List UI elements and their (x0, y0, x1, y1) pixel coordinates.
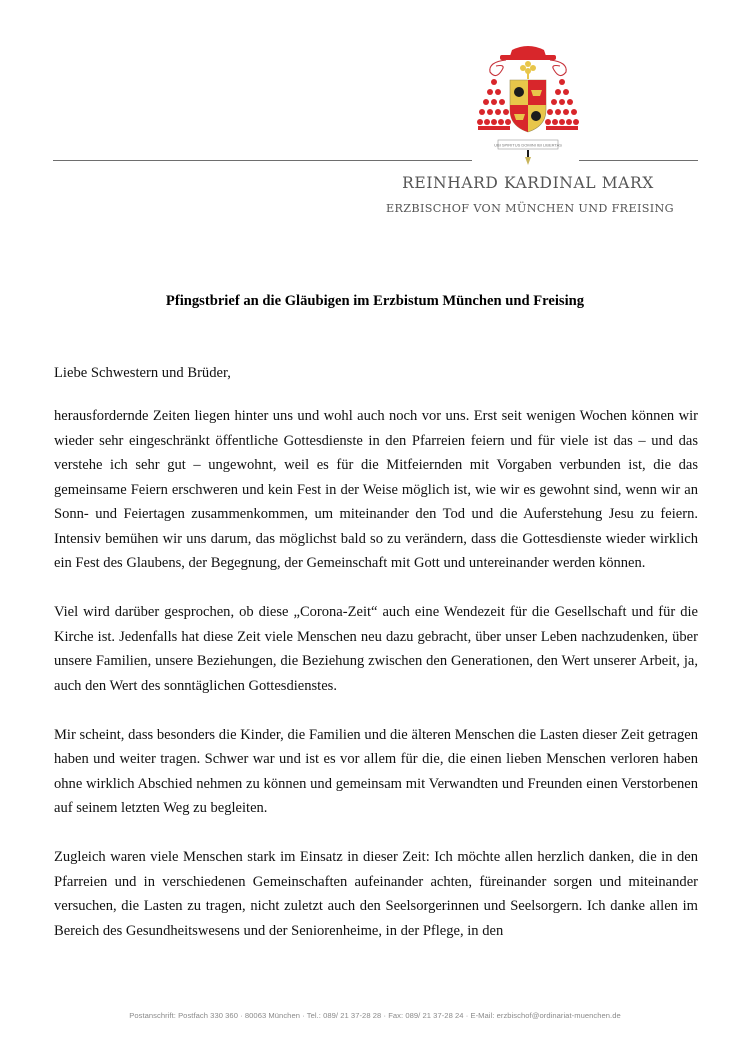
coat-of-arms-logo (476, 40, 580, 170)
paragraph: herausfordernde Zeiten liegen hinter uns und wohl auch noch vor uns. Erst seit wenigen Wochen können wir wieder sehr eingeschränkt öffentliche Gottesdienste in den Pfarreien feiern und für viele ist das – und das verstehe ich sehr gut – ungewohnt, weil es für die Mitfeiernden mit Vorgaben verbunden ist, die das gemeinsame Feiern erschweren und kein Fest in der Weise möglich ist, wie wir es gewohnt sind, wenn wir an Sonn- und Feiertagen zusammenkommen, um miteinander den Tod und die Auferstehung Jesu zu feiern. Intensiv bemühen wir uns darum, das möglichst bald so zu verändern, dass die Gottesdienste wieder wirklich ein Fest des Glaubens, der Begegnung, der Gemeinschaft mit Gott und untereinander werden können. (54, 408, 698, 571)
tassels-right-icon (545, 79, 579, 130)
footer-contact: Postanschrift: Postfach 330 360 · 80063 München · Tel.: 089/ 21 37-28 28 · Fax: 089/ 21 37-28 24 · E-Mail: erzbischof@ordinariat-muenchen.de (129, 1011, 621, 1020)
archiepiscopal-cross-icon (520, 61, 536, 79)
galero-hat-icon (510, 46, 546, 56)
paragraph: Zugleich waren viele Menschen stark im Einsatz in dieser Zeit: Ich möchte allen herzlich danken, die in den Pfarreien und in verschiedenen Gemeinschaften aufeinander achten, füreinander sorgen und miteinander versuchen, die Lasten zu tragen, nicht zuletzt auch den Seelsorgerinnen und Seelsorgern. Ich danke allen im Bereich des Gesundheitswesens und der Seniorenheime, in der Pflege, in den (54, 849, 698, 939)
galero-brim (500, 55, 556, 60)
header-rule-right (579, 160, 698, 161)
cross-staff (527, 150, 529, 158)
sender-title: ERZBISCHOF VON MÜNCHEN UND FREISING (386, 202, 674, 215)
motto-banner (494, 140, 562, 149)
salutation: Liebe Schwestern und Brüder, (54, 365, 231, 381)
pendant-icon (525, 157, 531, 165)
hat-cord-right (550, 60, 566, 76)
paragraph: Mir scheint, dass besonders die Kinder, die Familien und die älteren Menschen die Lasten dieser Zeit getragen haben und weiter tragen. Schwer war und ist es vor allem für die, die einen lieben Menschen verloren haben ohne wirklich Abschied nehmen zu können und gemeinsam mit Verwandten und Freunden einen Verstorbenen auf seinem letzten Weg zu begleiten. (54, 726, 698, 816)
tassels-left-icon (477, 79, 511, 130)
header-rule-left (53, 160, 472, 161)
letter-body (54, 404, 698, 968)
motto-text: UBI SPIRITUS DOMINI IBI LIBERTAS (494, 142, 562, 148)
paragraph: Viel wird darüber gesprochen, ob diese „Corona-Zeit“ auch eine Wendezeit für die Gesellschaft und für die Kirche ist. Jedenfalls hat diese Zeit viele Menschen neu dazu gebracht, über unser Leben nachzudenken, über unsere Familien, unsere Beziehungen, die Beziehung zwischen den Generationen, den Wert unserer Arbeit, ja, auch den Wert des sonntäglichen Gottesdienstes. (54, 604, 698, 694)
hat-cord-left (490, 60, 506, 76)
shield-icon (510, 80, 546, 132)
sender-name: REINHARD KARDINAL MARX (402, 174, 654, 192)
document-title: Pfingstbrief an die Gläubigen im Erzbistum München und Freising (165, 293, 585, 309)
